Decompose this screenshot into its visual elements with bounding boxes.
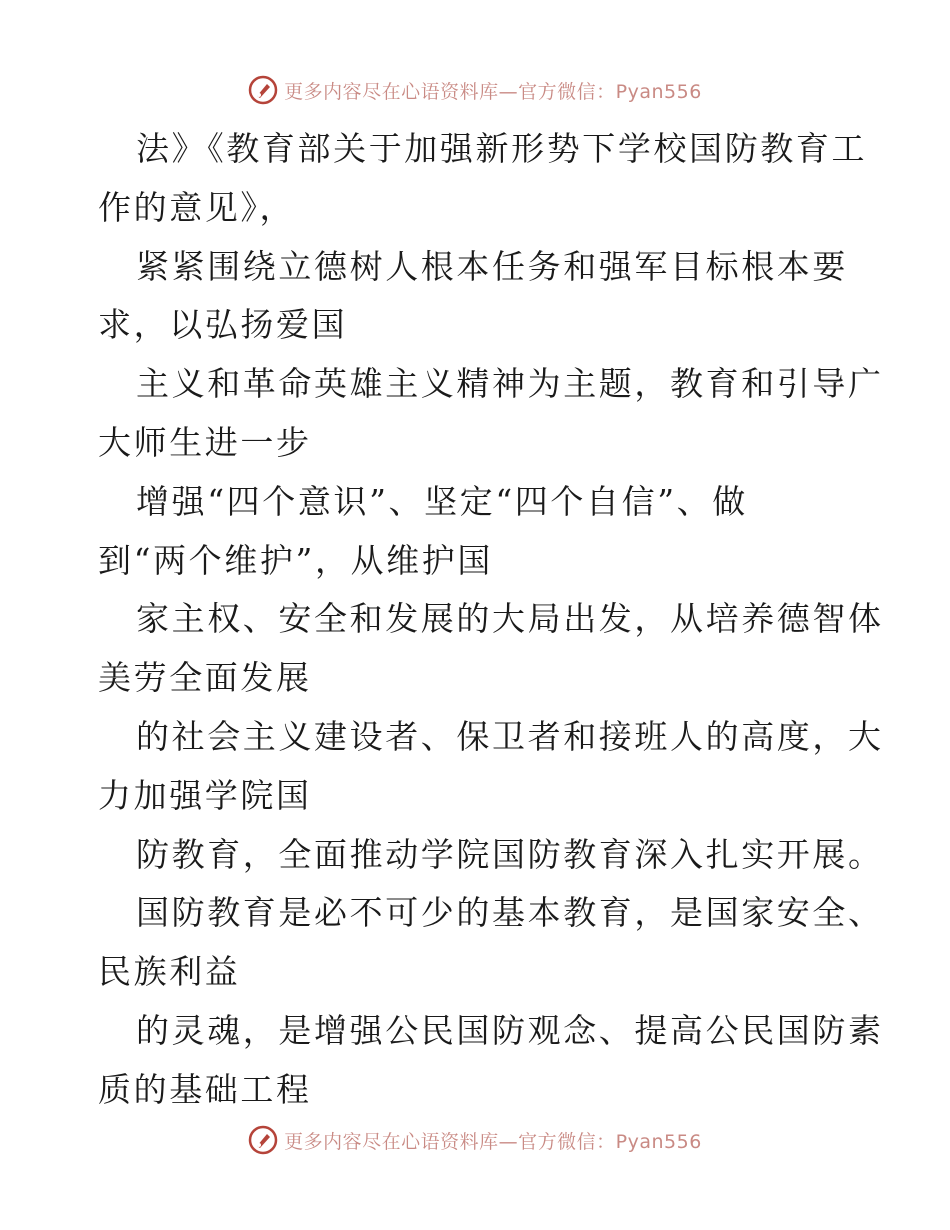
text-line: 作的意见》， — [98, 187, 296, 227]
text-line: 的社会主义建设者、保卫者和接班人的高度，大 — [136, 716, 884, 756]
watermark-text: 更多内容尽在心语资料库—官方微信：Pyan556 — [284, 1130, 702, 1153]
text-line: 求，以弘扬爱国 — [98, 305, 348, 345]
footer-watermark — [0, 1120, 950, 1160]
text-line: 国防教育是必不可少的基本教育，是国家安全、 — [136, 893, 884, 933]
text-line: 紧紧围绕立德树人根本任务和强军目标根本要 — [136, 246, 848, 286]
text-line: 主义和革命英雄主义精神为主题，教育和引导广 — [136, 364, 884, 404]
text-line: 家主权、安全和发展的大局出发，从培养德智体 — [136, 599, 884, 639]
text-line: 民族利益 — [98, 952, 241, 992]
document-body — [98, 120, 884, 1120]
text-line: 增强“四个意识”、坚定“四个自信”、做 — [136, 481, 748, 521]
text-line: 质的基础工程 — [98, 1069, 312, 1109]
pen-nib-icon — [248, 75, 278, 105]
text-line: 美劳全面发展 — [98, 658, 312, 698]
pen-nib-icon — [248, 1125, 278, 1155]
text-line: 到“两个维护”，从维护国 — [98, 540, 493, 580]
text-line: 法》《教育部关于加强新形势下学校国防教育工 — [136, 129, 868, 168]
watermark-text: 更多内容尽在心语资料库—官方微信：Pyan556 — [284, 80, 702, 103]
text-line: 大师生进一步 — [98, 422, 312, 462]
text-line: 防教育，全面推动学院国防教育深入扎实开展。 — [136, 834, 884, 874]
header-watermark — [0, 70, 950, 110]
text-line: 的灵魂，是增强公民国防观念、提高公民国防素 — [136, 1010, 884, 1050]
text-line: 力加强学院国 — [98, 775, 312, 815]
